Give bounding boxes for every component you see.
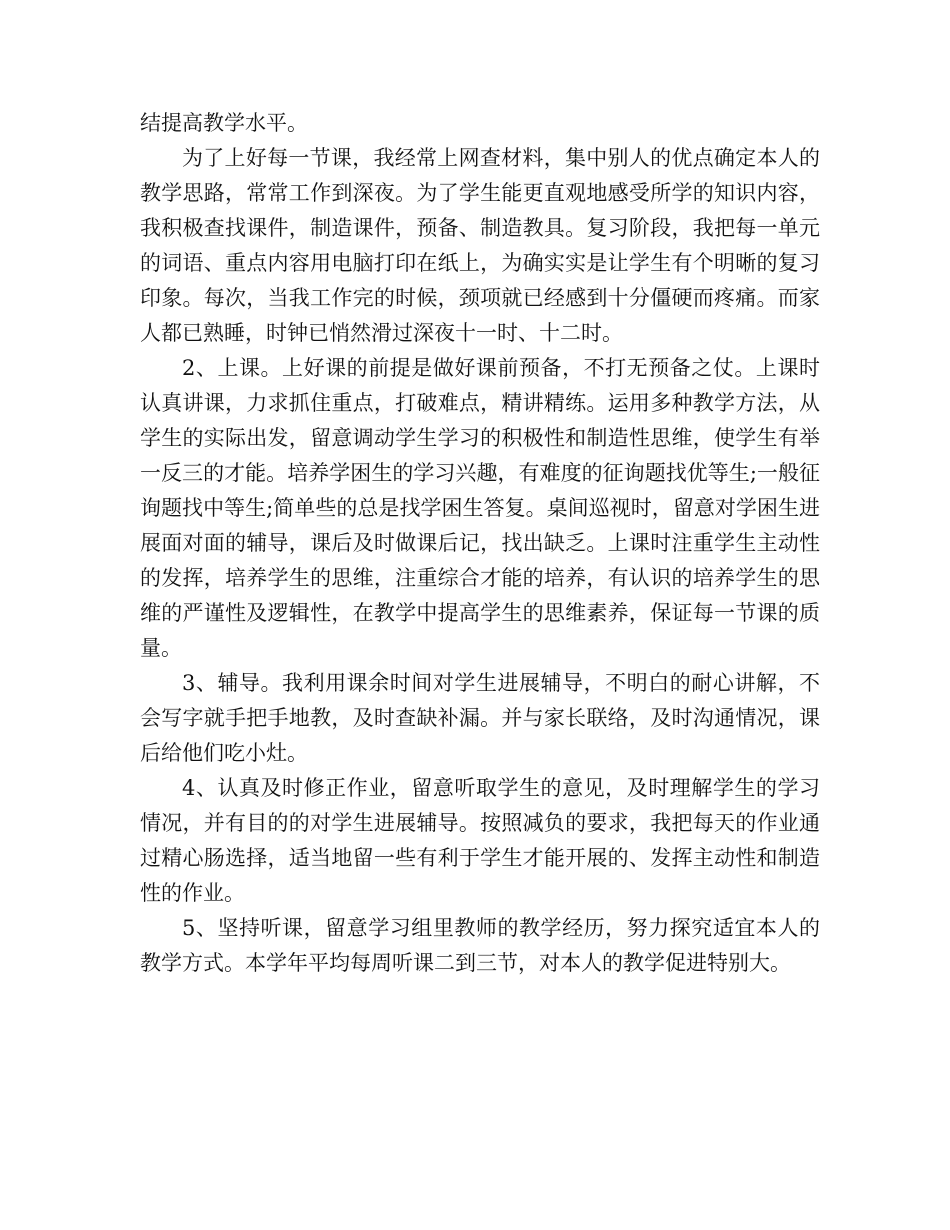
paragraph-preparation: 为了上好每一节课，我经常上网查材料，集中别人的优点确定本人的教学思路，常常工作到深夜。为了学生能更直观地感受所学的知识内容，我积极查找课件，制造课件，预备、制造教具。复习阶段，我把每一单元的词语、重点内容用电脑打印在纸上，为确实实是让学生有个明晰的复习印象。每次，当我工作完的时候，颈项就已经感到十分僵硬而疼痛。而家人都已熟睡，时钟已悄然滑过深夜十一时、十二时。 [140,146,820,345]
paragraph-homework: 4、认真及时修正作业，留意听取学生的意见，及时理解学生的学习情况，并有目的的对学生进展辅导。按照减负的要求，我把每天的作业通过精心肠选择，适当地留一些有利于学生才能开展的、发挥主动性和制造性的作业。 [140,776,820,905]
document-body [140,106,820,981]
paragraph-teaching: 2、上课。上好课的前提是做好课前预备，不打无预备之仗。上课时认真讲课，力求抓住重点，打破难点，精讲精练。运用多种教学方法，从学生的实际出发，留意调动学生学习的积极性和制造性思维，使学生有举一反三的才能。培养学困生的学习兴趣，有难度的征询题找优等生;一般征询题找中等生;简单些的总是找学困生答复。桌间巡视时，留意对学困生进展面对面的辅导，课后及时做课后记，找出缺乏。上课时注重学生主动性的发挥，培养学生的思维，注重综合才能的培养，有认识的培养学生的思维的严谨性及逻辑性，在教学中提高学生的思维素养，保证每一节课的质量。 [140,356,820,660]
paragraph-observation: 5、坚持听课，留意学习组里教师的教学经历，努力探究适宜本人的教学方式。本学年平均每周听课二到三节，对本人的教学促进特别大。 [140,916,820,975]
paragraph-tutoring: 3、辅导。我利用课余时间对学生进展辅导，不明白的耐心讲解，不会写字就手把手地教，及时查缺补漏。并与家长联络，及时沟通情况，课后给他们吃小灶。 [140,671,820,765]
paragraph-intro-tail: 结提高教学水平。 [140,111,308,135]
